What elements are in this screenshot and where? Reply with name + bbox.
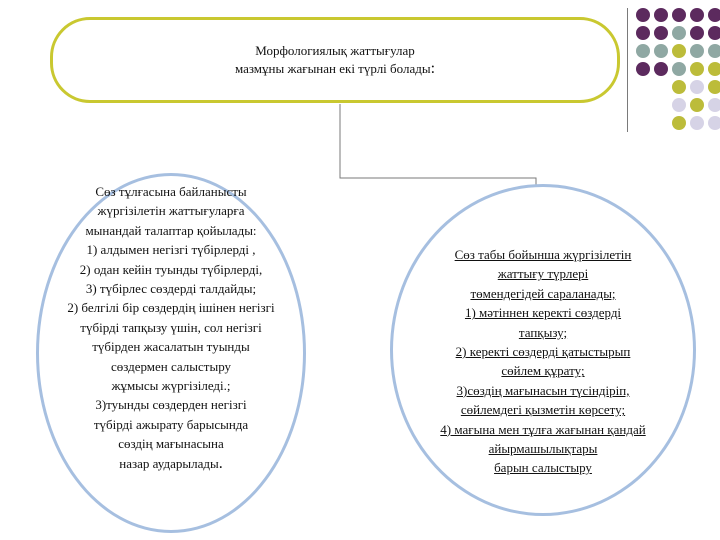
decor-dot	[672, 62, 686, 76]
decor-dot	[654, 44, 668, 58]
title-text	[235, 42, 435, 78]
left-line: 3) түбірлес сөздерді талдайды;	[85, 281, 257, 297]
decor-dot	[690, 26, 704, 40]
decor-dot	[636, 26, 650, 40]
decor-dot-grid	[636, 8, 720, 140]
decor-dot	[690, 116, 704, 130]
right-line: Сөз табы бойынша жүргізілетін	[454, 247, 632, 262]
decor-dot	[690, 98, 704, 112]
decor-dot	[636, 62, 650, 76]
decor-dot	[708, 26, 720, 40]
decor-dot	[672, 98, 686, 112]
right-line: 3)сөздің мағынасын түсіндіріп,	[456, 382, 630, 398]
decor-dot	[672, 44, 686, 58]
left-line: жүргізілетін жаттығуларға	[97, 203, 245, 219]
decor-dot	[690, 8, 704, 22]
decor-dot	[672, 26, 686, 40]
right-line: жаттығу түрлері	[497, 266, 589, 282]
left-line: 2) одан кейін туынды түбірлерді,	[79, 261, 263, 277]
right-line: айырмашылықтары	[488, 441, 598, 457]
left-final-period: .	[218, 454, 223, 472]
right-line: 4) мағына мен тұлға жағынан қандай	[440, 421, 646, 437]
decor-dot	[690, 80, 704, 94]
decor-dot	[636, 44, 650, 58]
decor-dot	[708, 80, 720, 94]
right-text-block	[390, 245, 696, 478]
decor-dot	[636, 8, 650, 22]
right-line: барын салыстыру	[494, 460, 592, 476]
left-line: түбірден жасалатын туынды	[92, 339, 250, 355]
decor-dot	[708, 62, 720, 76]
decor-dot	[690, 44, 704, 58]
left-line: сөздің мағынасына	[118, 436, 224, 452]
left-line: жұмысы жүргізіледі.;	[111, 378, 231, 394]
left-line: 1) алдымен негізгі түбірлерді ,	[86, 242, 256, 258]
left-text-block	[40, 182, 302, 473]
decor-dot	[708, 8, 720, 22]
title-line-1: Морфологиялық жаттығулар	[255, 43, 415, 58]
left-line: мынандай талаптар қойылады:	[85, 222, 257, 238]
title-colon: :	[430, 60, 436, 77]
decor-dot	[672, 80, 686, 94]
decor-dot	[690, 62, 704, 76]
left-line-last-text: назар аударылады	[119, 455, 219, 471]
left-line: Сөз тұлғасына байланысты	[95, 184, 247, 199]
decor-dot	[708, 44, 720, 58]
title-box	[50, 17, 620, 103]
decor-dot	[654, 62, 668, 76]
right-line: тапқызу;	[518, 324, 568, 340]
left-line: сөздермен салыстыру	[110, 358, 232, 374]
right-line: төмендегідей сараланады;	[470, 285, 616, 301]
decor-dot	[654, 8, 668, 22]
title-line-2	[235, 60, 435, 78]
connector-branch	[340, 150, 536, 190]
decor-dot	[708, 98, 720, 112]
right-line: 2) керекті сөздерді қатыстырып	[455, 344, 631, 360]
left-line: түбірді тапқызу үшін, сол негізгі	[80, 319, 262, 335]
right-line: сөйлемдегі қызметін көрсету;	[460, 402, 626, 418]
left-line: 3)туынды сөздерден негізгі	[95, 397, 247, 413]
decor-dot	[672, 116, 686, 130]
decor-dot	[654, 26, 668, 40]
title-line-2-text: мазмұны жағынан екі түрлі болады	[234, 61, 431, 76]
decor-dot	[708, 116, 720, 130]
decor-vertical-line	[627, 8, 628, 132]
left-line-last	[40, 454, 302, 473]
right-line: сөйлем құрату;	[501, 363, 585, 379]
decor-dot	[672, 8, 686, 22]
left-line: 2) белгілі бір сөздердің ішінен негізгі	[67, 300, 275, 316]
left-line: түбірді ажырату барысында	[93, 416, 249, 432]
right-line: 1) мәтіннен керекті сөздерді	[464, 305, 622, 321]
